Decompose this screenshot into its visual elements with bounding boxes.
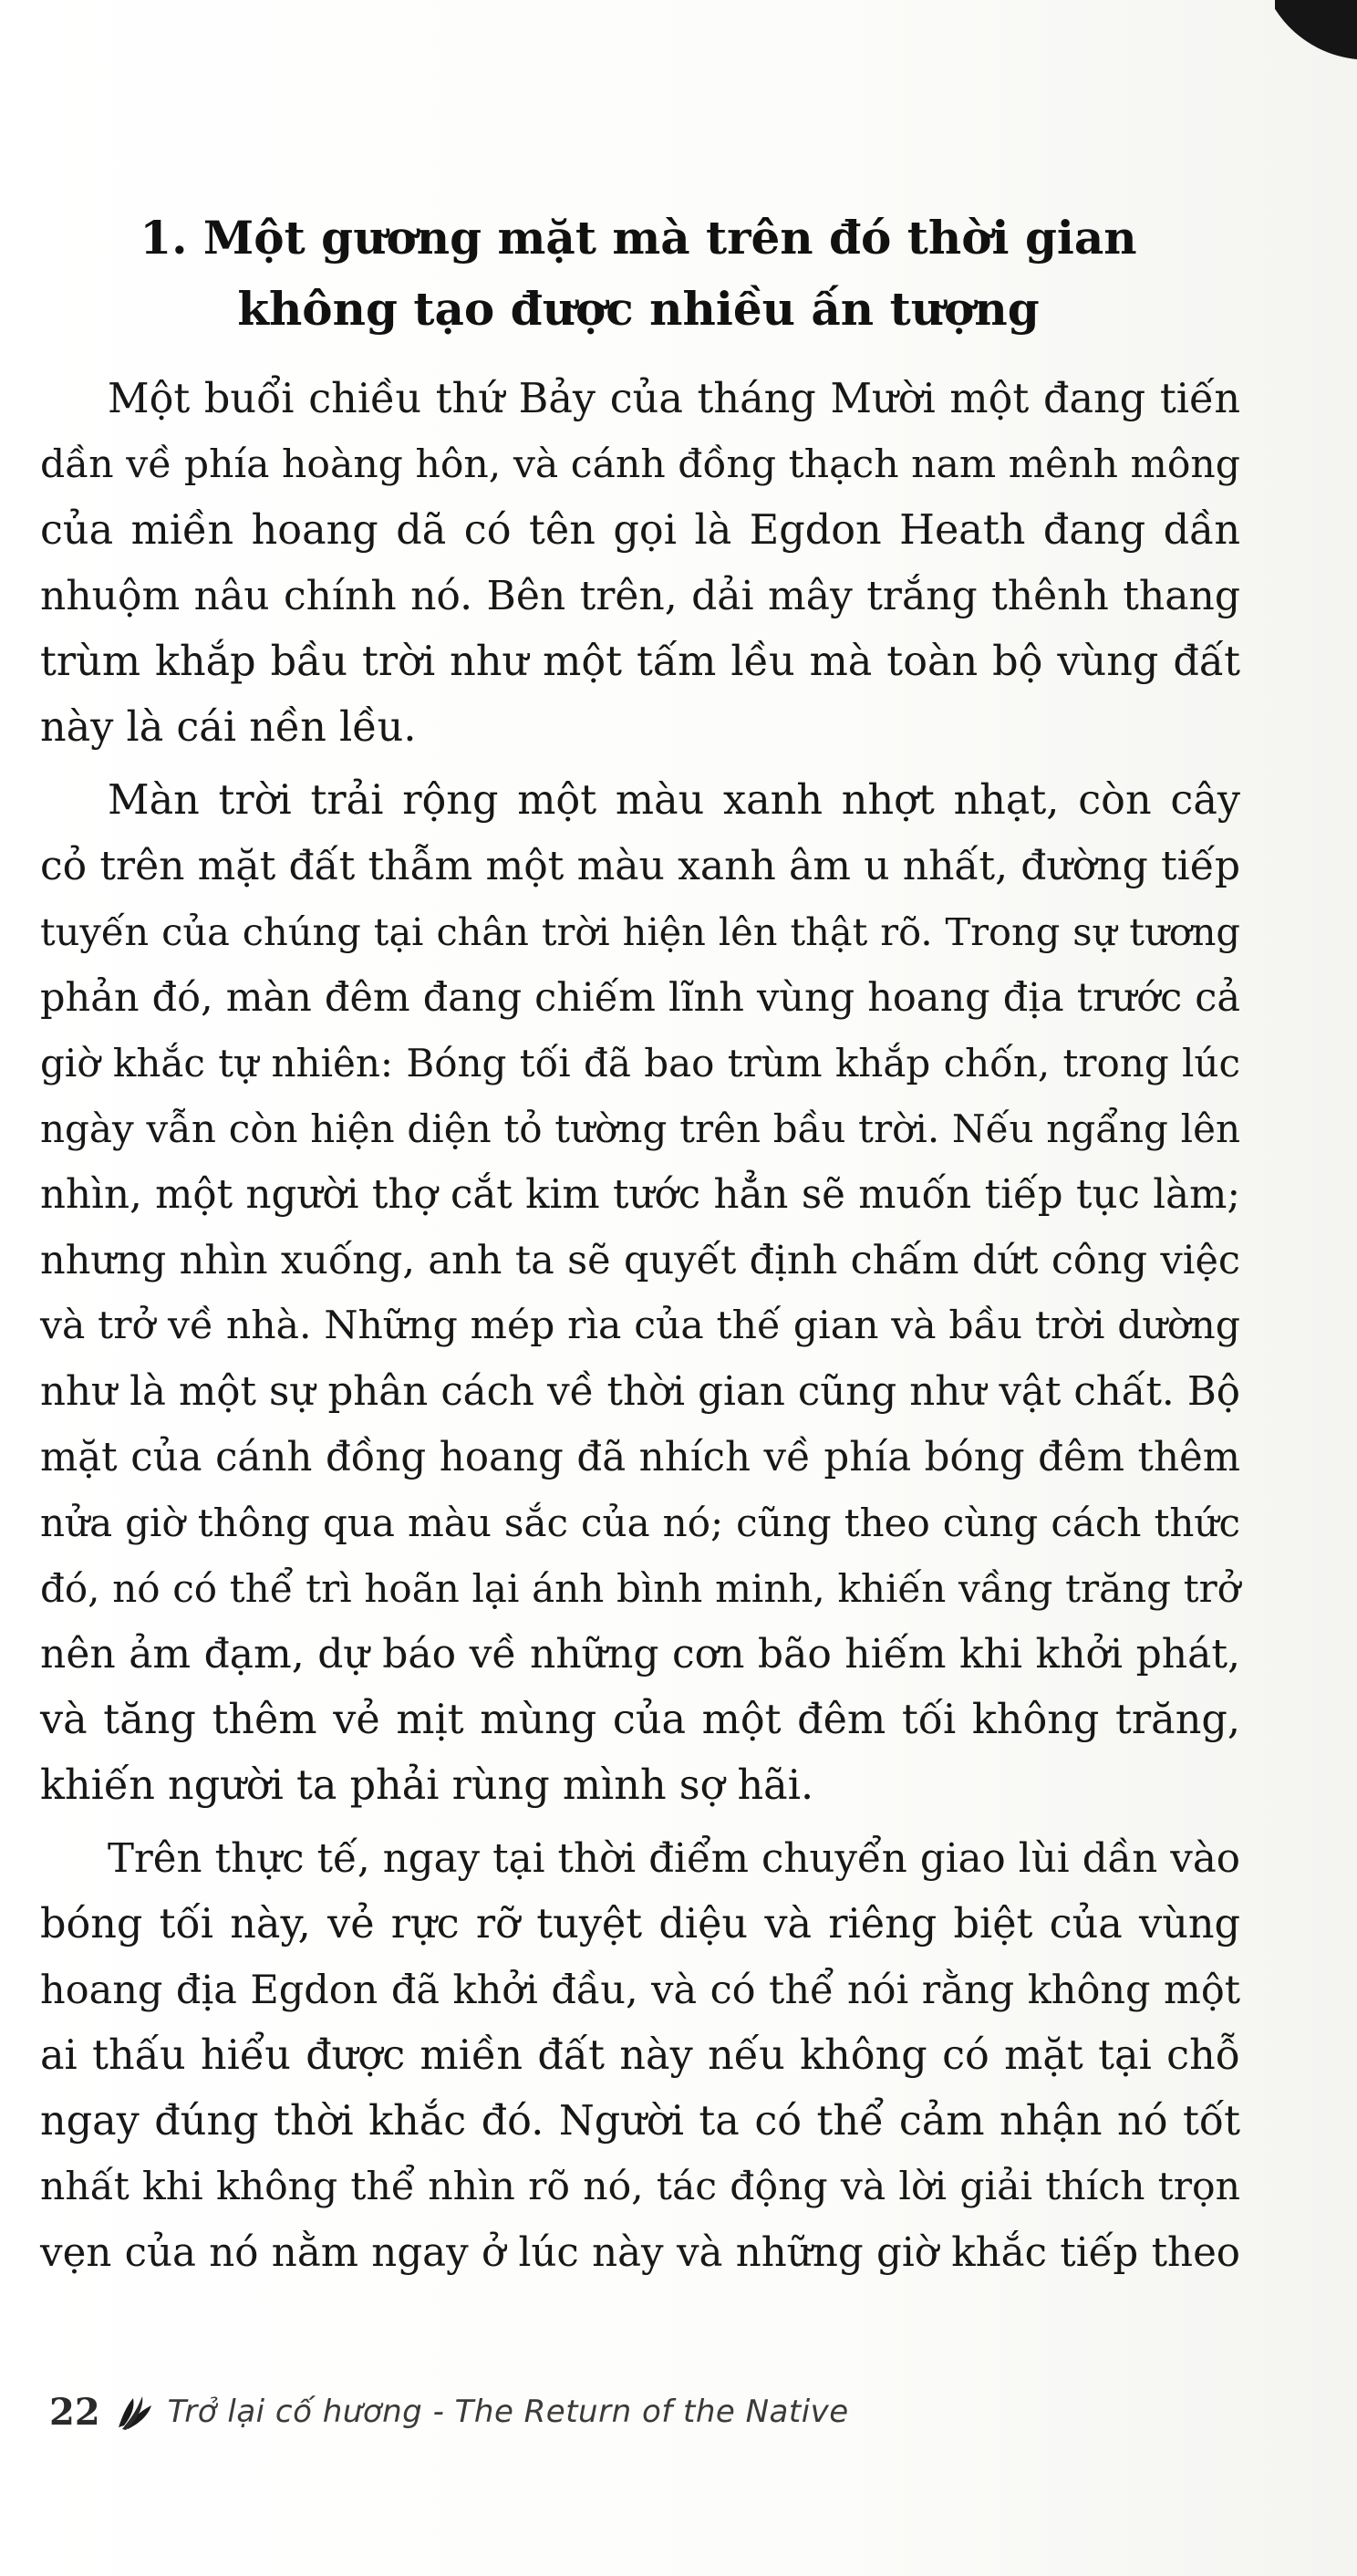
text-line: và tăng thêm vẻ mịt mùng của một đêm tối không trăng, — [40, 1697, 1240, 1743]
text-line: cỏ trên mặt đất thẫm một màu xanh âm u nhất, đường tiếp — [40, 843, 1240, 889]
text-line: Trên thực tế, ngay tại thời điểm chuyển giao lùi dần vào — [108, 1836, 1240, 1882]
paragraph — [40, 367, 1240, 761]
chapter-title-line-1: 1. Một gương mặt mà trên đó thời gian — [140, 211, 1137, 265]
text-line: nhìn, một người thợ cắt kim tước hẳn sẽ muốn tiếp tục làm; — [40, 1172, 1240, 1218]
text-line: nên ảm đạm, dự báo về những cơn bão hiếm khi khởi phát, — [40, 1631, 1240, 1678]
text-line: phản đó, màn đêm đang chiếm lĩnh vùng hoang địa trước cả — [40, 975, 1240, 1021]
text-line: Một buổi chiều thứ Bảy của tháng Mười một đang tiến — [108, 376, 1240, 422]
text-line: đó, nó có thể trì hoãn lại ánh bình minh, khiến vầng trăng trở — [40, 1566, 1240, 1611]
text-line: dần về phía hoàng hôn, và cánh đồng thạch nam mênh mông — [40, 442, 1240, 487]
text-line: bóng tối này, vẻ rực rỡ tuyệt diệu và riêng biệt của vùng — [40, 1901, 1240, 1948]
paragraph — [40, 768, 1240, 1819]
text-line: giờ khắc tự nhiên: Bóng tối đã bao trùm khắp chốn, trong lúc — [40, 1041, 1240, 1085]
text-line: vẹn của nó nằm ngay ở lúc này và những giờ khắc tiếp theo — [40, 2230, 1240, 2276]
text-line: hoang địa Egdon đã khởi đầu, và có thể nói rằng không một — [40, 1968, 1240, 2013]
text-line: ai thấu hiểu được miền đất này nếu không có mặt tại chỗ — [40, 2032, 1240, 2079]
text-line: như là một sự phân cách về thời gian cũng như vật chất. Bộ — [40, 1369, 1240, 1415]
text-line: khiến người ta phải rùng mình sợ hãi. — [40, 1762, 814, 1809]
text-line: nhưng nhìn xuống, anh ta sẽ quyết định chấm dứt công việc — [40, 1238, 1240, 1283]
text-line: nửa giờ thông qua màu sắc của nó; cũng theo cùng cách thức — [40, 1501, 1240, 1545]
text-line: ngay đúng thời khắc đó. Người ta có thể cảm nhận nó tốt — [40, 2098, 1240, 2145]
text-line: Màn trời trải rộng một màu xanh nhợt nhạt, còn cây — [108, 777, 1240, 824]
running-title: Trở lại cố hương - The Return of the Native — [167, 2394, 849, 2430]
chapter-title — [0, 203, 1277, 345]
text-line: mặt của cánh đồng hoang đã nhích về phía bóng đêm thêm — [40, 1435, 1240, 1480]
page-number: 22 — [49, 2390, 100, 2434]
text-line: nhất khi không thể nhìn rõ nó, tác động và lời giải thích trọn — [40, 2165, 1240, 2209]
text-line: nhuộm nâu chính nó. Bên trên, dải mây trắng thênh thang — [40, 573, 1240, 619]
text-line: ngày vẫn còn hiện diện tỏ tường trên bầu trời. Nếu ngẩng lên — [40, 1106, 1240, 1151]
body-text — [40, 367, 1240, 2293]
text-line: này là cái nền lều. — [40, 704, 417, 751]
chapter-title-line-2: không tạo được nhiều ấn tượng — [237, 282, 1040, 336]
text-line: và trở về nhà. Những mép rìa của thế gian và bầu trời dường — [40, 1304, 1240, 1348]
page-corner-shadow — [1275, 0, 1357, 82]
text-line: của miền hoang dã có tên gọi là Egdon Heath đang dần — [40, 507, 1240, 554]
page-footer — [49, 2384, 849, 2439]
text-line: tuyến của chúng tại chân trời hiện lên thật rõ. Trong sự tương — [40, 909, 1240, 954]
paragraph — [40, 1826, 1240, 2286]
leaf-ornament-icon — [113, 2391, 155, 2433]
text-line: trùm khắp bầu trời như một tấm lều mà toàn bộ vùng đất — [40, 639, 1240, 685]
